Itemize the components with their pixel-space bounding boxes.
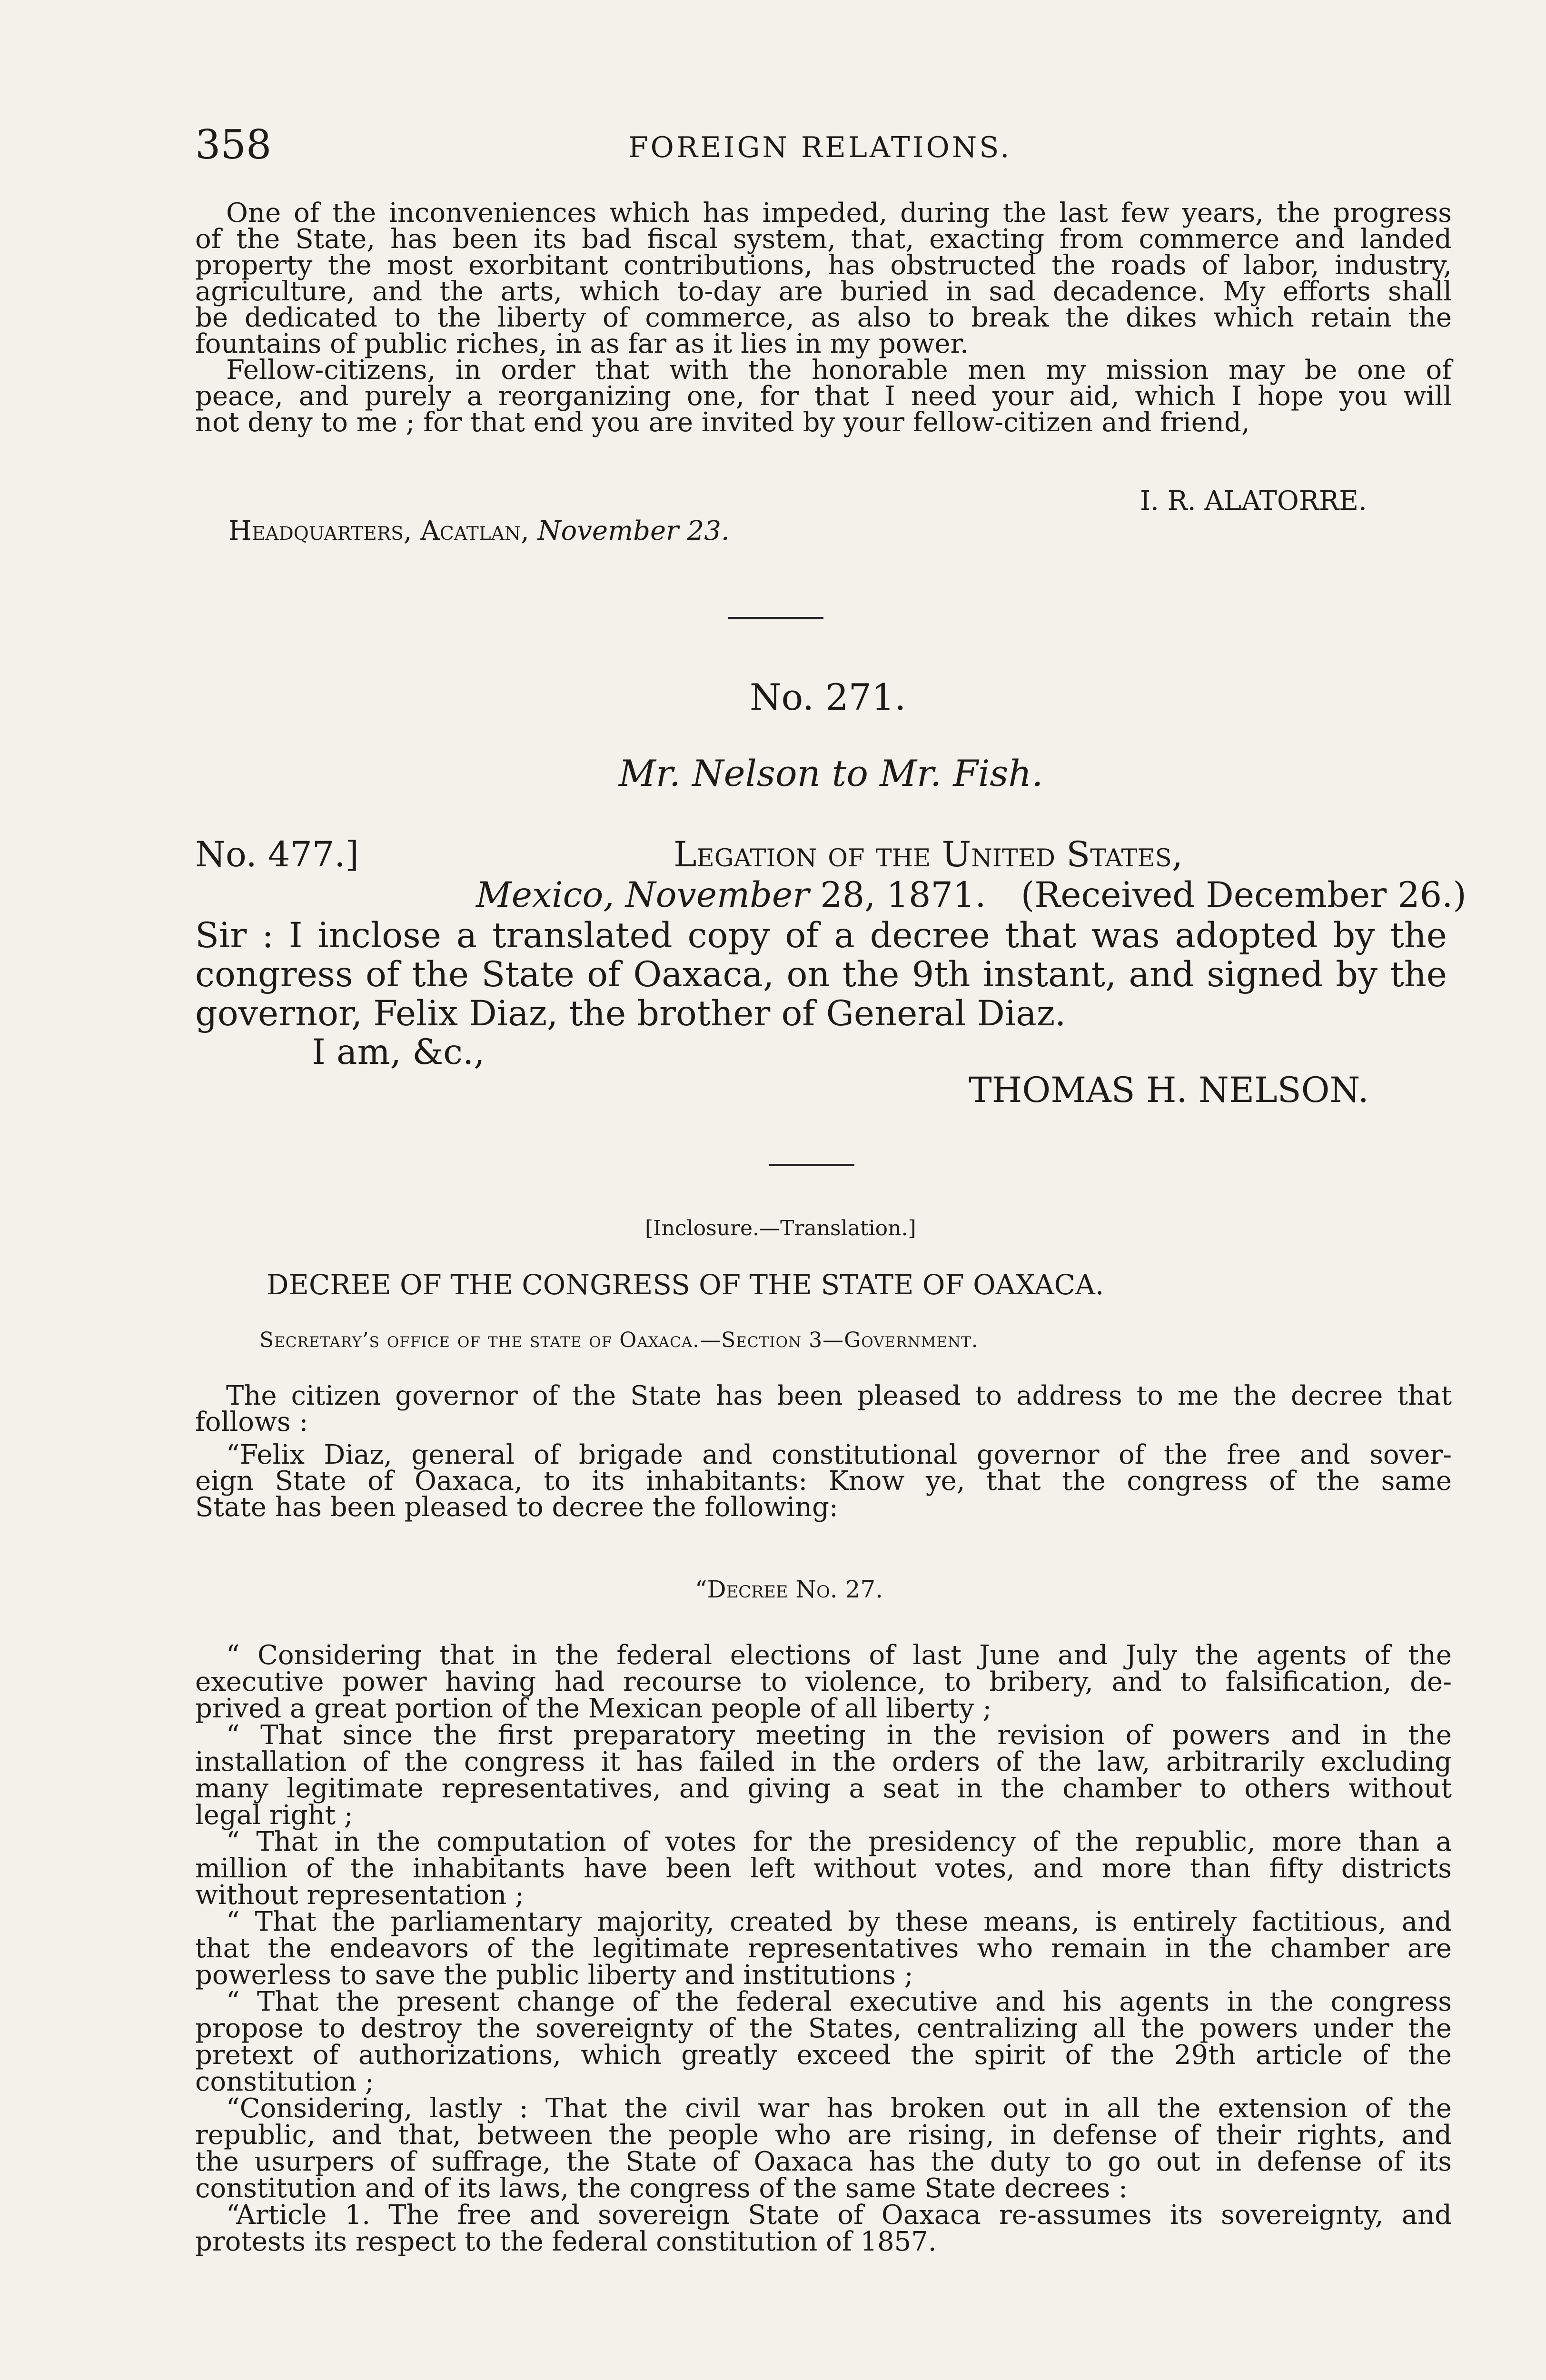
text-line: One of the inconveniences which has impeded, during the last few years, the progress bbox=[226, 198, 1452, 228]
text-line: constitution and of its laws, the congress of the same State decrees : bbox=[195, 2173, 1128, 2204]
text-line: be dedicated to the liberty of commerce, as also to break the dikes which retain the bbox=[195, 302, 1452, 333]
text-line: many legitimate representatives, and giving a seat in the chamber to others without bbox=[195, 1773, 1452, 1804]
text-line: installation of the congress it has failed in the orders of the law, arbitrarily excluding bbox=[195, 1746, 1452, 1777]
received-note: (Received December 26.) bbox=[1021, 875, 1467, 915]
text-line: “Considering, lastly : That the civil war has broken out in all the extension of the bbox=[226, 2093, 1452, 2124]
opening-signature: I. R. ALATORRE. bbox=[1140, 486, 1367, 516]
text-line: governor, Felix Diaz, the brother of General Diaz. bbox=[195, 993, 1066, 1034]
text-line: “Article 1. The free and sovereign State of Oaxaca re-assumes its sovereignty, and bbox=[226, 2200, 1452, 2231]
text-line: Fellow-citizens, in order that with the honorable men my mission may be one of bbox=[226, 355, 1452, 386]
text-line: follows : bbox=[195, 1407, 308, 1438]
decree-title: DECREE OF THE CONGRESS OF THE STATE OF OAXACA. bbox=[267, 1269, 1104, 1301]
text-line: not deny to me ; for that end you are invited by your fellow-citizen and friend, bbox=[195, 407, 1250, 438]
page-number: 358 bbox=[195, 121, 272, 168]
text-line: prived a great portion of the Mexican people of all liberty ; bbox=[195, 1693, 992, 1724]
text-line: property the most exorbitant contributions, has obstructed the roads of labor, industry, bbox=[195, 250, 1452, 281]
letter-signature: THOMAS H. NELSON. bbox=[969, 1070, 1369, 1111]
text-line: “ Considering that in the federal elections of last June and July the agents of the bbox=[226, 1640, 1452, 1671]
date-rest: 28, 1871. bbox=[820, 875, 986, 915]
text-line: powerless to save the public liberty and institutions ; bbox=[195, 1960, 913, 1991]
text-line: executive power having had recourse to violence, to bribery, and to falsification, de- bbox=[195, 1666, 1452, 1697]
running-title: FOREIGN RELATIONS. bbox=[628, 131, 1012, 164]
letter-title bbox=[619, 752, 1043, 794]
text-line: “ That since the first preparatory meeting in the revision of powers and in the bbox=[226, 1720, 1452, 1751]
dateline-place: Headquarters, Acatlan, bbox=[228, 516, 529, 546]
text-line: congress of the State of Oaxaca, on the 9th instant, and signed by the bbox=[195, 954, 1447, 995]
text-line: republic, and that, between the people who are rising, in defense of their rights, and bbox=[195, 2120, 1452, 2151]
inclosure-label: [Inclosure.—Translation.] bbox=[645, 1216, 916, 1240]
letter-date bbox=[476, 876, 1467, 915]
text-line: eign State of Oaxaca, to its inhabitants: Know ye, that the congress of the same bbox=[195, 1466, 1452, 1497]
section-rule bbox=[769, 1164, 854, 1166]
considerations bbox=[195, 1642, 1452, 2255]
text-line: “ That the parliamentary majority, created by these means, is entirely factitious, and bbox=[226, 1906, 1452, 1937]
text-line: The citizen governor of the State has been pleased to address to me the decree that bbox=[226, 1380, 1452, 1411]
text-line: pretext of authorizations, which greatly exceed the spirit of the 29th article of the bbox=[195, 2040, 1452, 2071]
opening-dateline bbox=[228, 518, 730, 544]
text-line: “ That the present change of the federal executive and his agents in the congress bbox=[226, 1986, 1452, 2017]
text-line: without representation ; bbox=[195, 1880, 524, 1911]
inclosure-intro bbox=[195, 1380, 1452, 1523]
letter-closing: I am, &c., bbox=[312, 1032, 485, 1072]
text-line: protests its respect to the federal constitution of 1857. bbox=[195, 2226, 937, 2257]
document-number: No. 271. bbox=[750, 676, 906, 718]
date-italic: Mexico, November bbox=[476, 875, 810, 915]
text-line: agriculture, and the arts, which to-day are buried in sad decadence. My efforts shall bbox=[195, 276, 1452, 307]
text-line: “ That in the computation of votes for the presidency of the republic, more than a bbox=[226, 1826, 1452, 1857]
text-line: Sir : I inclose a translated copy of a decree that was adopted by the bbox=[195, 915, 1447, 956]
text-line: of the State, has been its bad fiscal system, that, exacting from commerce and landed bbox=[195, 224, 1452, 255]
decree-heading: “Decree No. 27. bbox=[695, 1576, 883, 1603]
text-line: legal right ; bbox=[195, 1800, 353, 1831]
text-line: “Felix Diaz, general of brigade and constitutional governor of the free and sover- bbox=[226, 1439, 1452, 1470]
text-line: fountains of public riches, in as far as it lies in my power. bbox=[195, 328, 969, 359]
text-line: constitution ; bbox=[195, 2066, 374, 2097]
legation-line: Legation of the United States, bbox=[674, 834, 1183, 875]
text-line: State has been pleased to decree the following: bbox=[195, 1492, 838, 1523]
text-line: million of the inhabitants have been left without votes, and more than fifty districts bbox=[195, 1853, 1452, 1884]
decree-subtitle: Secretary’s office of the state of Oaxaca.—Section 3—Government. bbox=[259, 1328, 979, 1352]
text-line: the usurpers of suffrage, the State of Oaxaca has the duty to go out in defense of its bbox=[195, 2146, 1452, 2177]
letter-title-text: Mr. Nelson to Mr. Fish. bbox=[619, 752, 1043, 794]
text-line: propose to destroy the sovereignty of the States, centralizing all the powers under the bbox=[195, 2013, 1452, 2044]
section-rule bbox=[728, 617, 823, 619]
text-line: that the endeavors of the legitimate representatives who remain in the chamber are bbox=[195, 1933, 1452, 1964]
text-line: peace, and purely a reorganizing one, for that I need your aid, which I hope you will bbox=[195, 381, 1452, 412]
letter-body bbox=[195, 916, 1447, 1033]
dispatch-number: No. 477.] bbox=[195, 834, 359, 875]
opening-section bbox=[195, 200, 1452, 436]
dateline-date: November 23. bbox=[537, 516, 730, 546]
